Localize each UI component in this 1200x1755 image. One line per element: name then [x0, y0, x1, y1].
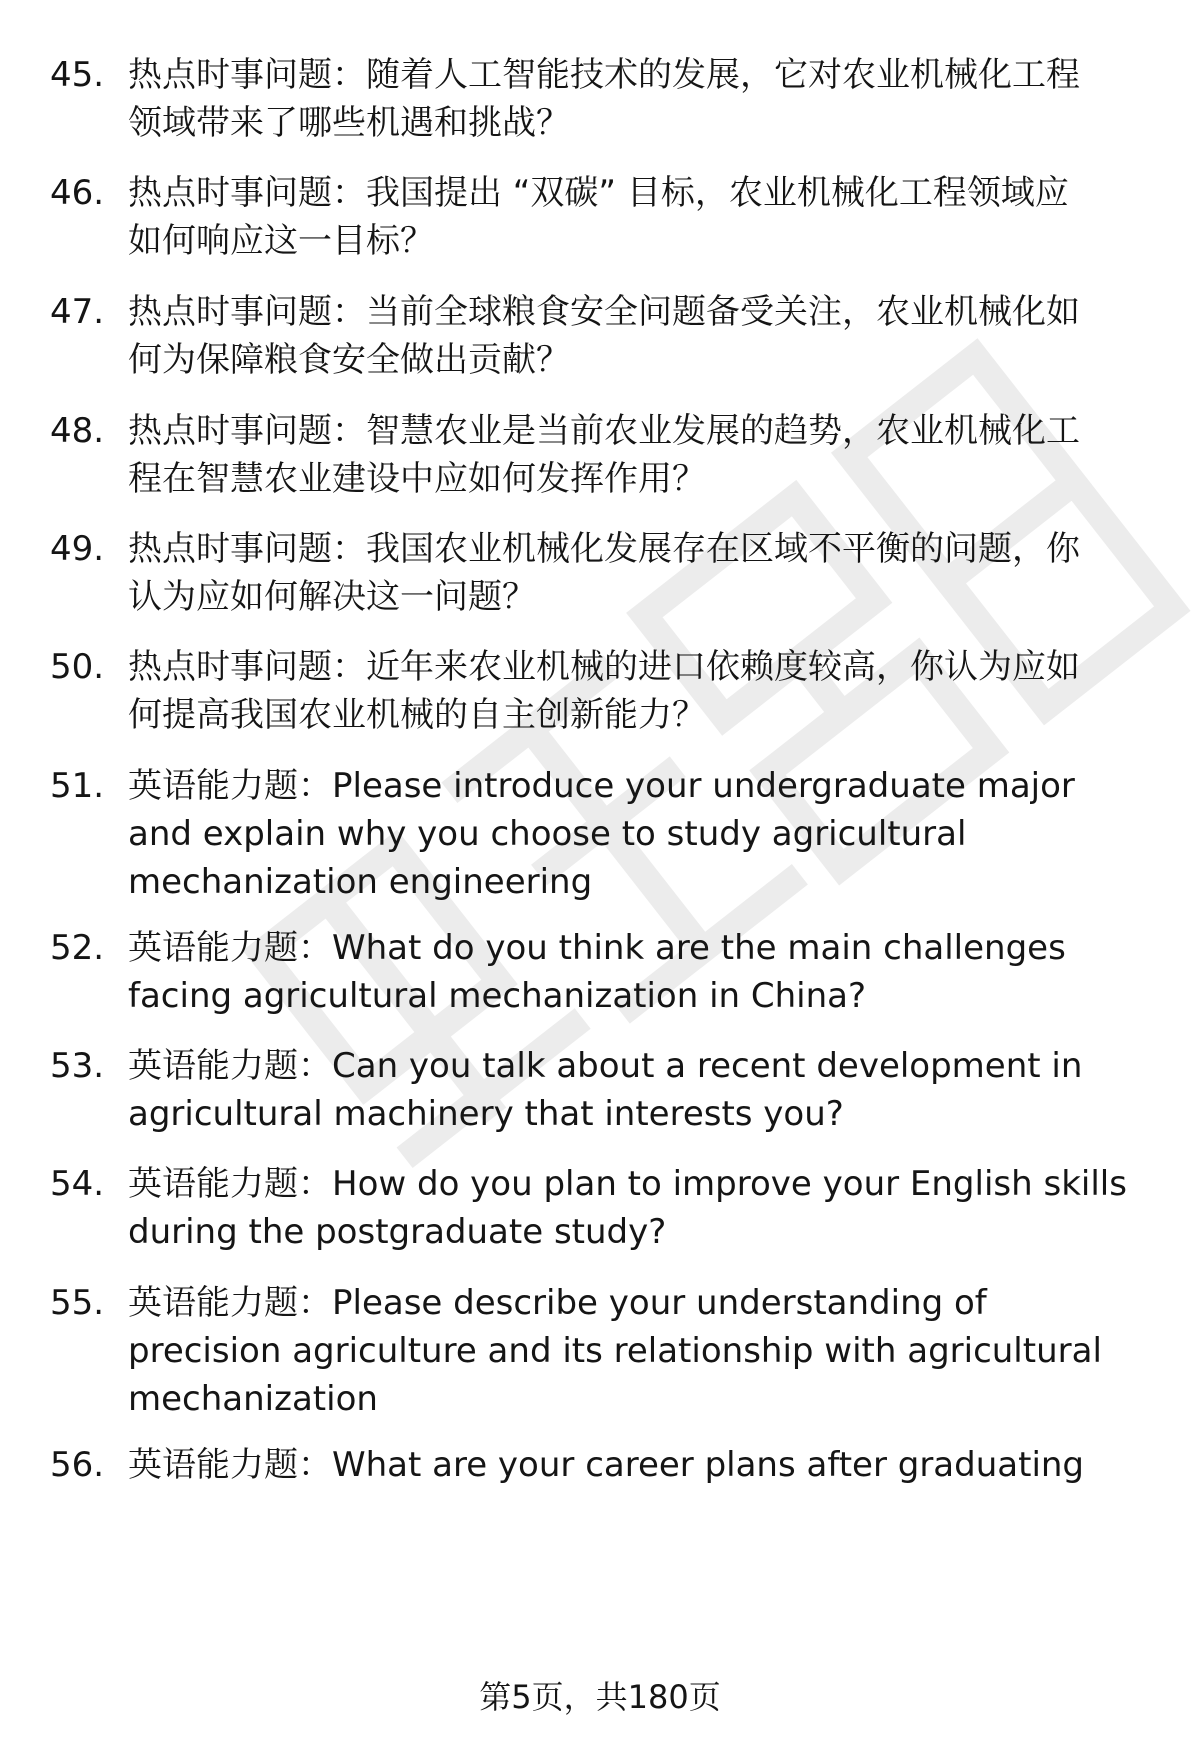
- question-line: 如何响应这一目标？: [128, 221, 434, 261]
- question-text: [128, 1042, 1178, 1138]
- question-number: 56.: [50, 1445, 105, 1485]
- question-number: 49.: [50, 529, 105, 569]
- question-line: and explain why you choose to study agricultural: [128, 814, 967, 854]
- question-line: 领域带来了哪些机遇和挑战？: [128, 103, 570, 143]
- question-text: [128, 643, 1178, 739]
- question-line: 英语能力题：What are your career plans after graduating: [128, 1445, 1085, 1485]
- question-line: 热点时事问题：我国提出 “双碳” 目标，农业机械化工程领域应: [128, 173, 1069, 213]
- question-number: 54.: [50, 1164, 105, 1204]
- question-text: [128, 1279, 1178, 1423]
- question-line: 热点时事问题：智慧农业是当前农业发展的趋势，农业机械化工: [128, 411, 1080, 451]
- question-line: mechanization engineering: [128, 862, 593, 902]
- question-text: [128, 407, 1178, 503]
- question-line: precision agriculture and its relationship with agricultural: [128, 1331, 1102, 1371]
- question-number: 51.: [50, 766, 105, 806]
- question-line: agricultural machinery that interests you?: [128, 1094, 844, 1134]
- question-number: 53.: [50, 1046, 105, 1086]
- question-line: 英语能力题：What do you think are the main challenges: [128, 928, 1066, 968]
- question-text: [128, 762, 1178, 906]
- question-line: 何提高我国农业机械的自主创新能力？: [128, 695, 706, 735]
- question-number: 48.: [50, 411, 105, 451]
- question-text: [128, 288, 1178, 384]
- question-line: 热点时事问题：随着人工智能技术的发展，它对农业机械化工程: [128, 55, 1080, 95]
- question-line: 英语能力题：Can you talk about a recent development in: [128, 1046, 1083, 1086]
- question-text: [128, 525, 1178, 621]
- question-line: 英语能力题：Please introduce your undergraduate major: [128, 766, 1075, 806]
- page-footer: 第5页，共180页: [479, 1678, 721, 1716]
- question-text: [128, 1441, 1178, 1489]
- question-number: 47.: [50, 292, 105, 332]
- question-line: 热点时事问题：当前全球粮食安全问题备受关注，农业机械化如: [128, 292, 1080, 332]
- question-line: facing agricultural mechanization in China?: [128, 976, 867, 1016]
- question-text: [128, 1160, 1178, 1256]
- question-number: 45.: [50, 55, 105, 95]
- question-number: 55.: [50, 1283, 105, 1323]
- question-line: 何为保障粮食安全做出贡献？: [128, 340, 570, 380]
- question-line: 热点时事问题：我国农业机械化发展存在区域不平衡的问题，你: [128, 529, 1080, 569]
- question-line: 英语能力题：Please describe your understanding of: [128, 1283, 987, 1323]
- question-number: 50.: [50, 647, 105, 687]
- question-line: mechanization: [128, 1379, 378, 1419]
- question-line: 英语能力题：How do you plan to improve your English skills: [128, 1164, 1127, 1204]
- question-text: [128, 924, 1178, 1020]
- question-line: 认为应如何解决这一问题？: [128, 577, 536, 617]
- question-line: 程在智慧农业建设中应如何发挥作用？: [128, 459, 706, 499]
- question-number: 46.: [50, 173, 105, 213]
- question-line: during the postgraduate study?: [128, 1212, 667, 1252]
- question-text: [128, 169, 1178, 265]
- question-number: 52.: [50, 928, 105, 968]
- question-line: 热点时事问题：近年来农业机械的进口依赖度较高，你认为应如: [128, 647, 1080, 687]
- question-text: [128, 51, 1178, 147]
